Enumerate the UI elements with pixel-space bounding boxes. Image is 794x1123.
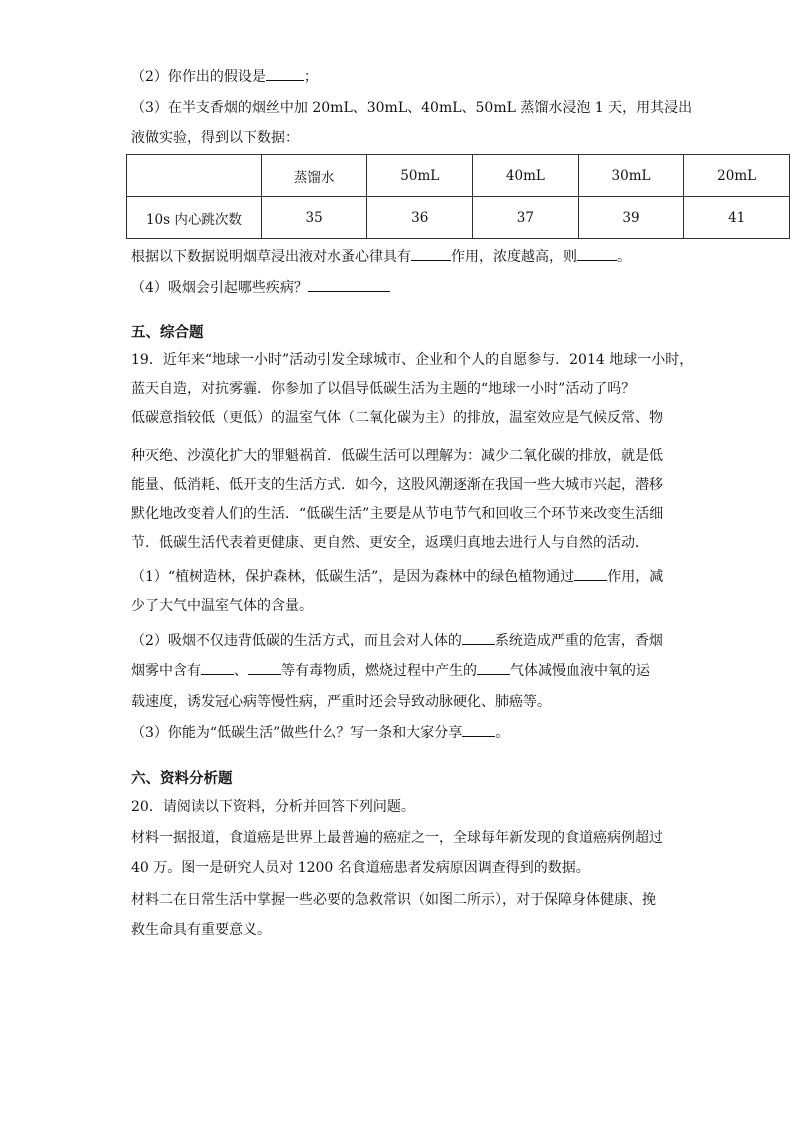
q18-part3-line2: 液做实验，得到以下数据： <box>131 130 299 146</box>
q19-sub1: （1）“植树造林，保护森林，低碳生活”，是因为森林中的绿色植物通过 作用，减 <box>131 566 663 587</box>
table-cell: 39 <box>578 197 684 239</box>
q19-text-line: 默化地改变着人们的生活．“低碳生活”主要是从节电节气和回收三个环节来改变生活细 <box>131 506 664 522</box>
q19-text-line: 19．近年来“地球一小时”活动引发全球城市、企业和个人的自愿参与．2014 地球一小时， <box>131 352 694 368</box>
table-header-row <box>127 155 790 197</box>
answer-blank[interactable] <box>577 246 617 261</box>
section-title: 六、资料分析题 <box>131 770 233 787</box>
table-cell: 30mL <box>578 155 684 197</box>
q19-sub3: （3）你能为“低碳生活”做些什么？写一条和大家分享 。 <box>131 722 509 743</box>
q20-text-line: 材料二在日常生活中掌握一些必要的急救常识（如图二所示），对于保障身体健康、挽 <box>131 892 656 908</box>
answer-blank[interactable] <box>411 246 451 261</box>
answer-blank[interactable] <box>266 66 304 81</box>
q19-text-line: 蓝天自造，对抗雾霾．你参加了以倡导低碳生活为主题的“地球一小时”活动了吗？ <box>131 381 636 397</box>
table-cell: 50mL <box>367 155 473 197</box>
answer-blank[interactable] <box>477 660 510 675</box>
q20-text-line: 救生命具有重要意义。 <box>131 922 271 938</box>
q20-text-line: 材料一据报道，食道癌是世界上最普遍的癌症之一，全球每年新发现的食道癌病例超过 <box>131 830 663 846</box>
answer-blank[interactable] <box>462 722 495 737</box>
q18-part3-line1: （3）在半支香烟的烟丝中加 20mL、30mL、40mL、50mL 蒸馏水浸泡 1 天，用其浸出 <box>131 100 693 116</box>
q19-sub1-line2: 少了大气中温室气体的含量。 <box>131 598 313 614</box>
table-cell: 35 <box>261 197 367 239</box>
q18-conclusion: 根据以下数据说明烟草浸出液对水蚤心律具有 作用，浓度越高，则 。 <box>131 246 631 267</box>
answer-blank[interactable] <box>248 660 281 675</box>
answer-blank[interactable] <box>574 566 607 581</box>
section-title: 五、综合题 <box>131 324 204 341</box>
q18-part2: （2）你作出的假设是 ； <box>131 66 318 87</box>
q19-sub2-line3: 载速度，诱发冠心病等慢性病，严重时还会导致动脉硬化、肺癌等。 <box>131 694 551 710</box>
table-cell: 20mL <box>684 155 790 197</box>
table-cell: 蒸馏水 <box>261 155 367 197</box>
answer-blank[interactable] <box>201 660 234 675</box>
table-row <box>127 197 790 239</box>
table-cell <box>127 155 262 197</box>
table-cell: 41 <box>684 197 790 239</box>
q19-text-line: 节．低碳生活代表着更健康、更自然、更安全，返璞归真地去进行人与自然的活动． <box>131 535 649 551</box>
q18-part4: （4）吸烟会引起哪些疾病？ <box>131 277 390 298</box>
table-cell: 36 <box>367 197 473 239</box>
q19-sub2-line2: 烟雾中含有 、 等有毒物质，燃烧过程中产生的 气体减慢血液中氧的运 <box>131 660 650 681</box>
answer-blank[interactable] <box>462 630 495 645</box>
q19-sub2: （2）吸烟不仅违背低碳的生活方式，而且会对人体的 系统造成严重的危害，香烟 <box>131 630 663 651</box>
q20-text-line: 20．请阅读以下资料，分析并回答下列问题。 <box>131 799 415 815</box>
table-row-label: 10s 内心跳次数 <box>127 197 262 239</box>
table-cell: 37 <box>473 197 579 239</box>
q19-text-line: 种灭绝、沙漠化扩大的罪魁祸首．低碳生活可以理解为：减少二氧化碳的排放，就是低 <box>131 448 663 464</box>
q20-text-line: 40 万。图一是研究人员对 1200 名食道癌患者发病原因调查得到的数据。 <box>131 860 590 876</box>
q19-text-line: 低碳意指较低（更低）的温室气体（二氧化碳为主）的排放，温室效应是气候反常、物 <box>131 410 663 426</box>
table-cell: 40mL <box>473 155 579 197</box>
answer-blank[interactable] <box>308 277 390 292</box>
heartbeat-table <box>126 154 790 239</box>
q19-text-line: 能量、低消耗、低开支的生活方式．如今，这股风潮逐渐在我国一些大城市兴起，潜移 <box>131 477 663 493</box>
